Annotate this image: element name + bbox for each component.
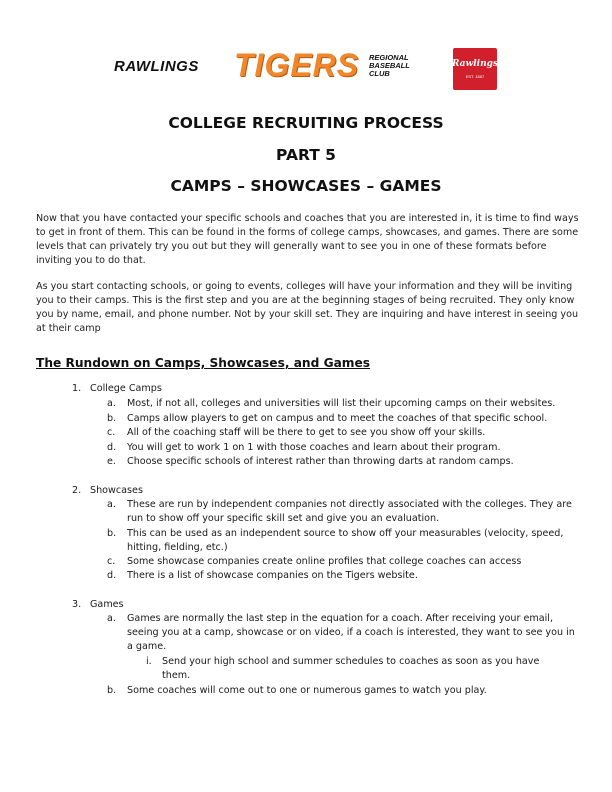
sub-sub-text: Send your high school and summer schedules to coaches as soon as you have them.	[162, 656, 540, 681]
sub-text: Games are normally the last step in the equation for a coach. After receiving your email, seeing you at a camp, showcase or on video, if a coach is interested, they want to see you in a game.	[127, 613, 575, 652]
document-title: COLLEGE RECRUITING PROCESS	[168, 114, 444, 132]
sub-marker: b.	[107, 685, 117, 696]
patch-est-text: EST. 1887	[465, 74, 485, 79]
sub-marker: a.	[107, 499, 116, 510]
list-number: 1.	[72, 383, 82, 394]
sub-marker: b.	[107, 413, 117, 424]
sub-text: All of the coaching staff will be there to get to see you show off your skills.	[127, 427, 486, 438]
intro-paragraph-1: Now that you have contacted your specific schools and coaches that you are interested in, it is time to find ways to get in front of them. This can be found in the forms of college camps, showcases, and games. There are some levels that can privately try you out but they will generally want to see you in one of these formats before inviting you to do that.	[36, 213, 579, 266]
sub-text: Some coaches will come out to one or numerous games to watch you play.	[127, 685, 487, 696]
sub-marker: d.	[107, 570, 117, 581]
sub-text: Some showcase companies create online profiles that college coaches can access	[127, 556, 522, 567]
list-number: 3.	[72, 599, 82, 610]
list-label: College Camps	[90, 383, 162, 394]
regional-baseball-club-text	[369, 54, 429, 78]
brand-sub-line: BASEBALL	[369, 61, 410, 70]
document-subtitle: CAMPS – SHOWCASES – GAMES	[170, 177, 442, 195]
sub-marker: a.	[107, 613, 116, 624]
sub-text: Choose specific schools of interest rather than throwing darts at random camps.	[127, 456, 514, 467]
list-label: Games	[90, 599, 124, 610]
sub-text: Most, if not all, colleges and universities will list their upcoming camps on their websites.	[127, 398, 556, 409]
sub-text: This can be used as an independent source to show off your measurables (velocity, speed, hitting, fielding, etc.)	[127, 528, 564, 553]
rawlings-patch-logo	[453, 48, 497, 90]
sub-text: There is a list of showcase companies on the Tigers website.	[127, 570, 418, 581]
sub-text: These are run by independent companies not directly associated with the colleges. They are run to show off your specific skill set and give you an evaluation.	[127, 499, 572, 524]
sub-marker: c.	[107, 427, 116, 438]
section-heading: The Rundown on Camps, Showcases, and Games	[36, 356, 371, 370]
sub-text: Camps allow players to get on campus and to meet the coaches of that specific school.	[127, 413, 548, 424]
sub-marker: b.	[107, 528, 117, 539]
sub-marker: c.	[107, 556, 116, 567]
tigers-wordmark: TIGERS	[234, 47, 360, 83]
sub-marker: d.	[107, 442, 117, 453]
list-number: 2.	[72, 485, 82, 496]
patch-script-text: Rawlings	[452, 59, 499, 69]
sub-sub-marker: i.	[146, 656, 152, 667]
sub-text: You will get to work 1 on 1 with those coaches and learn about their program.	[127, 442, 501, 453]
sub-marker: e.	[107, 456, 116, 467]
rawlings-wordmark: RAWLINGS	[114, 58, 199, 75]
brand-sub-line: REGIONAL	[369, 53, 409, 62]
intro-paragraph-2: As you start contacting schools, or going to events, colleges will have your information and they will be inviting you to their camps. This is the first step and you are at the beginning stages of being recruited. They only know you by name, email, and phone number. Not by your skill set. They are inquiring and have interest in seeing you at their camp	[36, 281, 579, 334]
brand-sub-line: CLUB	[369, 69, 390, 78]
header-logos	[0, 48, 612, 94]
document-part: PART 5	[276, 146, 336, 164]
list-label: Showcases	[90, 485, 143, 496]
sub-marker: a.	[107, 398, 116, 409]
